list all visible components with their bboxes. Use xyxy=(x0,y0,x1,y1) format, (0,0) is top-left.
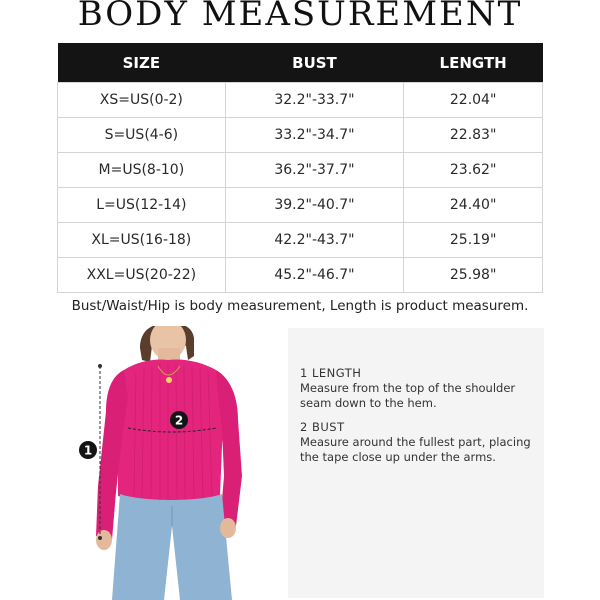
length-marker: 1 xyxy=(83,443,93,458)
table-row xyxy=(58,188,543,223)
header-bust: BUST xyxy=(225,43,404,83)
header-length: LENGTH xyxy=(404,43,543,83)
cell-length: 25.98" xyxy=(404,258,543,293)
length-text-line-1: Measure from the top of the shoulder xyxy=(300,381,516,395)
model-photo xyxy=(76,326,288,600)
cell-bust: 33.2"-34.7" xyxy=(225,118,404,153)
measurement-note: Bust/Waist/Hip is body measurement, Length is product measurem. xyxy=(71,298,529,314)
cell-length: 22.83" xyxy=(404,118,543,153)
cell-length: 23.62" xyxy=(404,153,543,188)
header-size: SIZE xyxy=(58,43,226,83)
length-heading: 1 LENGTH xyxy=(300,366,362,380)
cell-bust: 42.2"-43.7" xyxy=(225,223,404,258)
page-title: BODY MEASUREMENT xyxy=(77,0,523,34)
bust-marker: 2 xyxy=(174,413,184,428)
table-row xyxy=(58,153,543,188)
table-header-row xyxy=(58,43,543,83)
cell-length: 24.40" xyxy=(404,188,543,223)
cell-length: 25.19" xyxy=(404,223,543,258)
size-chart-table xyxy=(57,43,543,293)
bust-heading: 2 BUST xyxy=(300,420,345,434)
length-text-line-2: seam down to the hem. xyxy=(300,396,437,410)
measurement-guide-panel xyxy=(288,328,544,598)
cell-size: S=US(4-6) xyxy=(58,118,226,153)
cell-size: XXL=US(20-22) xyxy=(58,258,226,293)
cell-bust: 32.2"-33.7" xyxy=(225,83,404,118)
cell-size: XS=US(0-2) xyxy=(58,83,226,118)
length-guide xyxy=(300,366,515,411)
cell-bust: 45.2"-46.7" xyxy=(225,258,404,293)
cell-bust: 39.2"-40.7" xyxy=(225,188,404,223)
cell-bust: 36.2"-37.7" xyxy=(225,153,404,188)
table-row xyxy=(58,223,543,258)
bust-text-line-2: the tape close up under the arms. xyxy=(300,450,496,464)
cell-size: XL=US(16-18) xyxy=(58,223,226,258)
bust-text-line-1: Measure around the fullest part, placing xyxy=(300,435,531,449)
bust-guide xyxy=(300,420,531,465)
table-row xyxy=(58,83,543,118)
cell-size: M=US(8-10) xyxy=(58,153,226,188)
cell-size: L=US(12-14) xyxy=(58,188,226,223)
cell-length: 22.04" xyxy=(404,83,543,118)
table-row xyxy=(58,258,543,293)
table-row xyxy=(58,118,543,153)
